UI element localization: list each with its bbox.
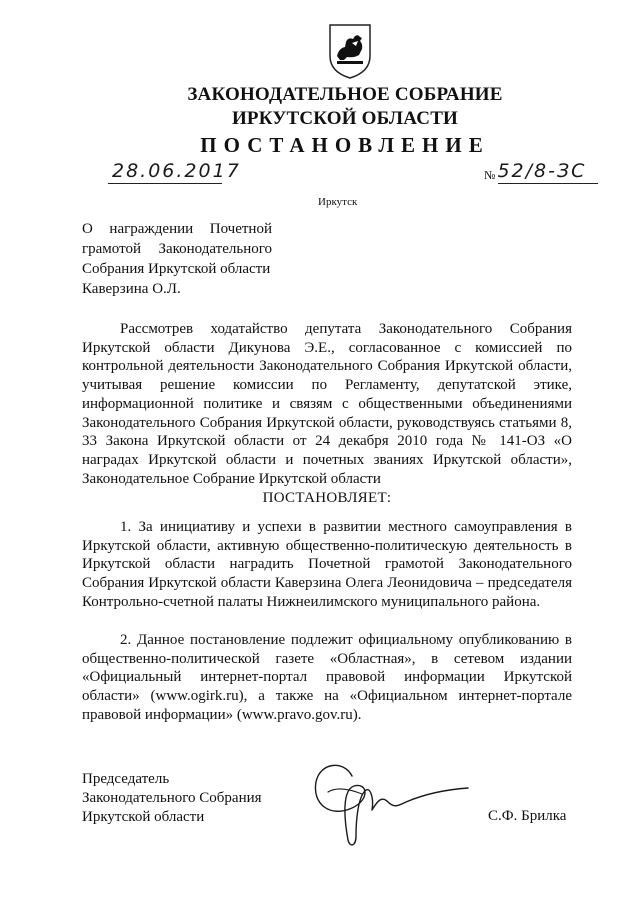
subject-line: Собрания Иркутской области (82, 261, 271, 277)
signatory-name: С.Ф. Брилка (488, 808, 567, 824)
organization-name-line-2: ИРКУТСКОЙ ОБЛАСТИ (231, 108, 459, 129)
subject-line: грамотой Законодательного (82, 241, 272, 257)
signatory-title (82, 770, 262, 827)
signatory-title-line: Председатель (82, 771, 170, 787)
signatory-title-line: Законодательного Собрания (82, 790, 262, 806)
document-number-value: 52/8-ЗС (497, 160, 587, 182)
document-subject (82, 219, 272, 299)
signatory-title-line: Иркутской области (82, 809, 205, 825)
number-underline (498, 183, 598, 184)
number-sign: № (484, 168, 496, 182)
subject-line: О награждении Почетной (82, 221, 272, 237)
resolution-item-2: 2. Данное постановление подлежит официальному опубликованию в общественно-политической газете «Областная», в сетевом издании «Официальный интернет-портал правовой информации Иркутской области» (www.ogirk.ru), а также на «Официальном интернет-портале правовой информации» (www.pravo.gov.ru). (82, 632, 572, 723)
resolution-item-1: 1. За инициативу и успехи в развитии местного самоуправления в Иркутской области, активную общественно-политическую деятельность в Иркутской области наградить Почетной грамотой Законодательного Собрания Иркутской области Каверзина Олега Леонидовича – председателя Контрольно-счетной палаты Нижнеилимского муниципального района. (82, 519, 572, 610)
document-type-title: ПОСТАНОВЛЕНИЕ (200, 133, 490, 157)
handwritten-signature-icon (308, 748, 478, 858)
date-underline (108, 183, 222, 184)
document-number (484, 160, 586, 183)
preamble-paragraph: Рассмотрев ходатайство депутата Законодательного Собрания Иркутской области Дикунова Э.Е., согласованное с комиссией по контрольной деятельности Законодательного Собрания Иркутской области, учитывая решение комиссии по Регламенту, депутатской этике, информационной политике и связям с общественными объединениями Законодательного Собрания Иркутской области, руководствуясь статьями 8, 33 Закона Иркутской области от 24 декабря 2010 года № 141-ОЗ «О наградах Иркутской области и почетных званиях Иркутской области», Законодательное Собрание Иркутской области (82, 321, 572, 487)
subject-line: Каверзина О.Л. (82, 281, 181, 297)
resolves-heading: ПОСТАНОВЛЯЕТ: (262, 490, 392, 506)
document-date: 28.06.2017 (112, 160, 241, 182)
organization-name-line-1: ЗАКОНОДАТЕЛЬНОЕ СОБРАНИЕ (187, 84, 503, 105)
irkutsk-coat-of-arms-icon (327, 22, 373, 80)
city-name: Иркутск (318, 196, 358, 208)
